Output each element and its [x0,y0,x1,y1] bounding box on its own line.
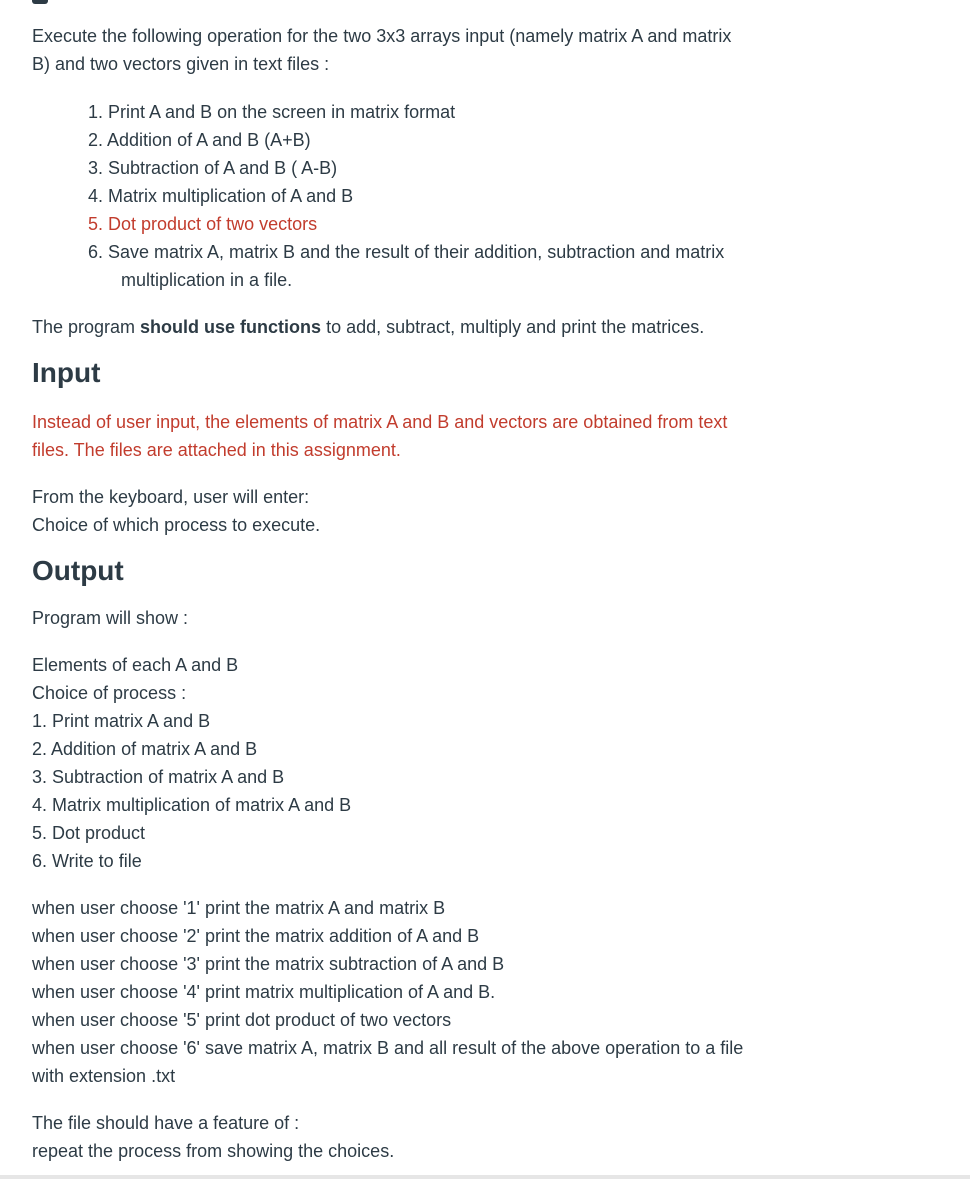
input-note: Instead of user input, the elements of matrix A and B and vectors are obtained from text files. The files are attached in this assignment. [32,412,728,460]
output-list [32,651,762,875]
bottom-divider [0,1175,970,1179]
output-list-item: 1. Print matrix A and B [32,711,211,731]
output-list-item: 5. Dot product [32,823,146,843]
operation-item [88,182,762,210]
choice-description: when user choose '4' print matrix multiplication of A and B. [32,982,496,1002]
choice-description: when user choose '6' save matrix A, matrix B and all result of the above operation to a file with extension .txt [32,1038,744,1086]
output-list-item: Choice of process : [32,683,187,703]
operation-text-highlighted: 5. Dot product of two vectors [88,214,318,234]
input-heading: Input [32,357,101,388]
output-list-item: 3. Subtraction of matrix A and B [32,767,285,787]
choices-list [32,894,752,1090]
output-heading: Output [32,555,124,586]
choice-description: when user choose '2' print the matrix addition of A and B [32,926,480,946]
intro-paragraph: Execute the following operation for the two 3x3 arrays input (namely matrix A and matrix B) and two vectors given in text files : [32,26,732,74]
functions-note [32,313,762,341]
operation-item [88,126,762,154]
operation-text: 2. Addition of A and B (A+B) [88,130,311,150]
feature-line: The file should have a feature of : [32,1113,300,1133]
operation-item [88,154,762,182]
choice-description: when user choose '3' print the matrix subtraction of A and B [32,954,505,974]
output-list-item: Elements of each A and B [32,655,239,675]
assignment-content [32,22,762,1165]
program-show: Program will show : [32,608,189,628]
functions-note-post: to add, subtract, multiply and print the matrices. [321,317,705,337]
feature-line: repeat the process from showing the choices. [32,1141,395,1161]
keyboard-info [32,483,762,539]
functions-note-pre: The program [32,317,141,337]
operation-item [88,98,762,126]
output-list-item: 2. Addition of matrix A and B [32,739,258,759]
operation-text: 6. Save matrix A, matrix B and the result of their addition, subtraction and matrix multiplication in a file. [88,242,725,290]
operation-item [88,238,801,294]
choice-description: when user choose '5' print dot product of two vectors [32,1010,452,1030]
keyboard-line: From the keyboard, user will enter: [32,487,310,507]
output-list-item: 4. Matrix multiplication of matrix A and B [32,795,352,815]
operations-list [32,98,762,294]
operation-item [88,210,762,238]
choice-description: when user choose '1' print the matrix A and matrix B [32,898,446,918]
keyboard-line: Choice of which process to execute. [32,515,321,535]
feature-note [32,1109,762,1165]
operation-text: 3. Subtraction of A and B ( A-B) [88,158,338,178]
operation-text: 4. Matrix multiplication of A and B [88,186,354,206]
top-decoration [32,0,48,4]
output-list-item: 6. Write to file [32,851,142,871]
operation-text: 1. Print A and B on the screen in matrix format [88,102,456,122]
functions-note-bold: should use functions [140,317,322,337]
